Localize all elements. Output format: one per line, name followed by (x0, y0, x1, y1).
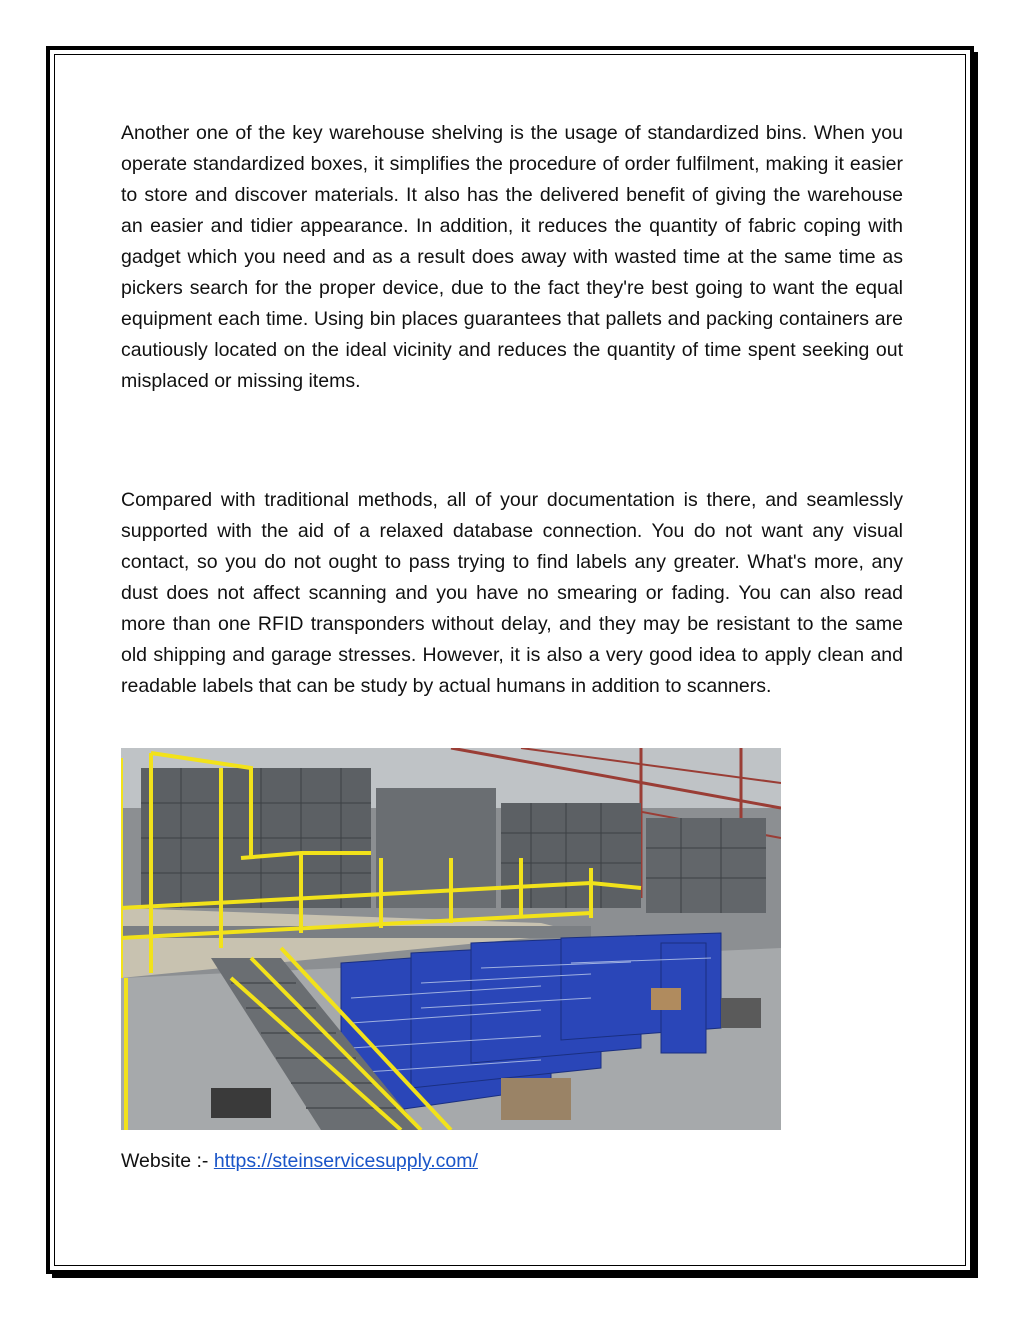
website-label: Website :- (121, 1150, 214, 1172)
paragraph-standardized-bins: Another one of the key warehouse shelving is the usage of standardized bins. When you operate standardized boxes, it simplifies the procedure of order fulfilment, making it easier to store and discover materials. It also has the delivered benefit of giving the warehouse an easier and tidier appearance. In addition, it reduces the quantity of fabric coping with gadget which you need and as a result does away with wasted time at the same time as pickers search for the proper device, due to the fact they're best going to want the equal equipment each time. Using bin places guarantees that pallets and packing containers are cautiously located on the ideal vicinity and reduces the quantity of time spent seeking out misplaced or missing items. (121, 122, 903, 392)
warehouse-mezzanine-photo (121, 748, 781, 1130)
page-border-shadow-bottom (52, 1274, 978, 1278)
page-border-shadow-right (974, 52, 978, 1278)
website-line (121, 1146, 478, 1177)
paragraph-rfid: Compared with traditional methods, all of your documentation is there, and seamlessly supported with the aid of a relaxed database connection. You do not want any visual contact, so you do not ought to pass trying to find labels any greater. What's more, any dust does not affect scanning and you have no smearing or fading. You can also read more than one RFID transponders without delay, and they may be resistant to the same old shipping and garage stresses. However, it is also a very good idea to apply clean and readable labels that can be study by actual humans in addition to scanners. (121, 489, 903, 697)
website-link[interactable]: https://steinservicesupply.com/ (213, 1150, 478, 1172)
